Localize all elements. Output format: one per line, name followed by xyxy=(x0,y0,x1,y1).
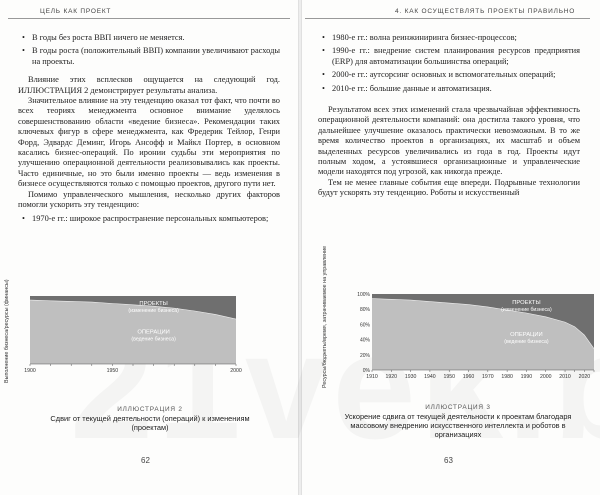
chart1-caption xyxy=(40,405,260,432)
chart2-y-tick-label: 80% xyxy=(359,307,370,314)
chart2-x-tick-label: 1980 xyxy=(501,374,513,380)
paragraph: Влияние этих всплесков ощущается на следующий год. ИЛЛЮСТРАЦИЯ 2 демонстрирует результаты анализа. xyxy=(18,75,280,95)
chart2-x-tick-label: 1960 xyxy=(462,374,475,380)
chart2-x-tick-label: 1970 xyxy=(482,374,494,380)
paragraph: Тем не менее главные события еще впереди. Подрывные технологии будут ускорять эту тенденцию. Роботы и искусственный xyxy=(318,177,580,198)
chart2-ylabel: Ресурсы/бюджеты/время, затрачиваемое на управление xyxy=(322,245,328,388)
right-body-text xyxy=(318,33,580,199)
chart1-operations-label: ОПЕРАЦИИ xyxy=(137,329,170,336)
chart1-projects-label: ПРОЕКТЫ xyxy=(139,300,168,307)
right-running-header: 4. КАК ОСУЩЕСТВЛЯТЬ ПРОЕКТЫ ПРАВИЛЬНО xyxy=(395,8,576,15)
chart2-y-tick-label: 20% xyxy=(359,352,370,359)
list-item: • 1990-е гг.: внедрение систем планирования ресурсов предприятия (ERP) для автоматизации большинства операций; xyxy=(332,46,580,67)
chart2-y-tick-label: 40% xyxy=(359,337,370,344)
chart1-illustration-label: ИЛЛЮСТРАЦИЯ 2 xyxy=(117,406,183,413)
chart2-illustration-label: ИЛЛЮСТРАЦИЯ 3 xyxy=(425,404,491,411)
chart2-x-tick-label: 1910 xyxy=(366,374,378,380)
left-running-header: ЦЕЛЬ КАК ПРОЕКТ xyxy=(40,8,112,15)
chart2-title: Ускорение сдвига от текущей деятельности к проектам благодаря массовому внедрению искусственного интеллекта и роботов в организациях xyxy=(344,412,572,439)
chart2-y-tick-label: 0% xyxy=(362,368,370,374)
list-item: • 1980-е гг.: волна реинжиниринга бизнес-процессов; xyxy=(332,33,580,43)
chart2-x-tick-label: 2000 xyxy=(539,374,552,380)
right-bullet-list xyxy=(318,33,580,94)
chart2-x-tick-label: 1950 xyxy=(443,374,455,380)
chart1-title: Сдвиг от текущей деятельности (операций) к изменениям (проектам) xyxy=(50,414,250,432)
chart1-x-tick-label: 1950 xyxy=(106,368,119,374)
list-item: • 2000-е гг.: аутсорсинг основных и вспомогательных операций; xyxy=(332,70,580,80)
chart2-x-tick-label: 2020 xyxy=(578,374,591,380)
list-item: • В годы роста (положительный ВВП) компании увеличивают расходы на проекты. xyxy=(32,46,280,67)
chart2-x-tick-label: 1990 xyxy=(520,374,533,380)
list-item: • 2010-е гг.: большие данные и автоматизация. xyxy=(332,84,580,94)
chart1-x-tick-label: 1900 xyxy=(24,368,36,374)
chart2-x-tick-label: 1940 xyxy=(424,374,436,380)
chart2-y-tick-label: 60% xyxy=(359,322,370,329)
paragraph: Результатом всех этих изменений стала чрезвычайная эффективность операционной деятельности компаний: она достигла такого уровня, что дальнейшее улучшение оказалось практически невозможным. В то же время количество проектов в организациях, их масштаб и объем выделенных ресурсов увеличивались из года в год. Проекты идут полным ходом, а устоявшиеся организационные и управленческие модели находятся под угрозой, как никогда прежде. xyxy=(318,105,580,177)
chart2-operations-sublabel: (ведение бизнеса) xyxy=(504,338,549,345)
left-page-number: 62 xyxy=(141,456,150,465)
paragraph: Значительное влияние на эту тенденцию оказал тот факт, что почти во всех теориях менеджмента основное внимание уделялось совершенствованию области «ведение бизнеса». Рекомендации таких ключевых фигур в сфере менеджмента, как Фредерик Тейлор, Генри Форд, Эдвардс Деминг, Игорь Ансофф и Майкл Портер, в основном касались бизнес-операций. По иронии судьбы эти мероприятия по улучшению операционной деятельности реализовывались как проекты. Часто единичные, но это были именно проекты — ведь изменения в бизнесе осуществляются только с помощью проектов, другого пути нет. xyxy=(18,96,280,189)
chart2-y-tick-label: 100% xyxy=(357,292,370,298)
chart2-operations-label: ОПЕРАЦИИ xyxy=(510,331,543,338)
chart2-projects-label: ПРОЕКТЫ xyxy=(512,299,541,306)
list-item: • В годы без роста ВВП ничего не меняется. xyxy=(32,33,280,43)
right-header-rule xyxy=(305,18,590,19)
chart1-operations-sublabel: (ведение бизнеса) xyxy=(131,336,176,343)
chart1-projects-sublabel: (изменение бизнеса) xyxy=(128,307,179,314)
right-page-number: 63 xyxy=(444,456,453,465)
list-item: • 1970-е гг.: широкое распространение персональных компьютеров; xyxy=(32,214,280,224)
chart2-x-tick-label: 1930 xyxy=(404,374,417,380)
chart1-x-tick-label: 2000 xyxy=(230,368,242,374)
chart2-projects-sublabel: (изменение бизнеса) xyxy=(501,306,552,313)
chart2-caption xyxy=(338,403,578,439)
chart1-ylabel: Выполнение бизнеса/ресурсы (финансы) xyxy=(4,279,10,383)
chart2-x-tick-label: 2010 xyxy=(559,374,571,380)
paragraph: Помимо управленческого мышления, несколько других факторов помогли ускорить эту тенденцию: xyxy=(18,189,280,210)
chart2-x-tick-label: 1920 xyxy=(385,374,398,380)
